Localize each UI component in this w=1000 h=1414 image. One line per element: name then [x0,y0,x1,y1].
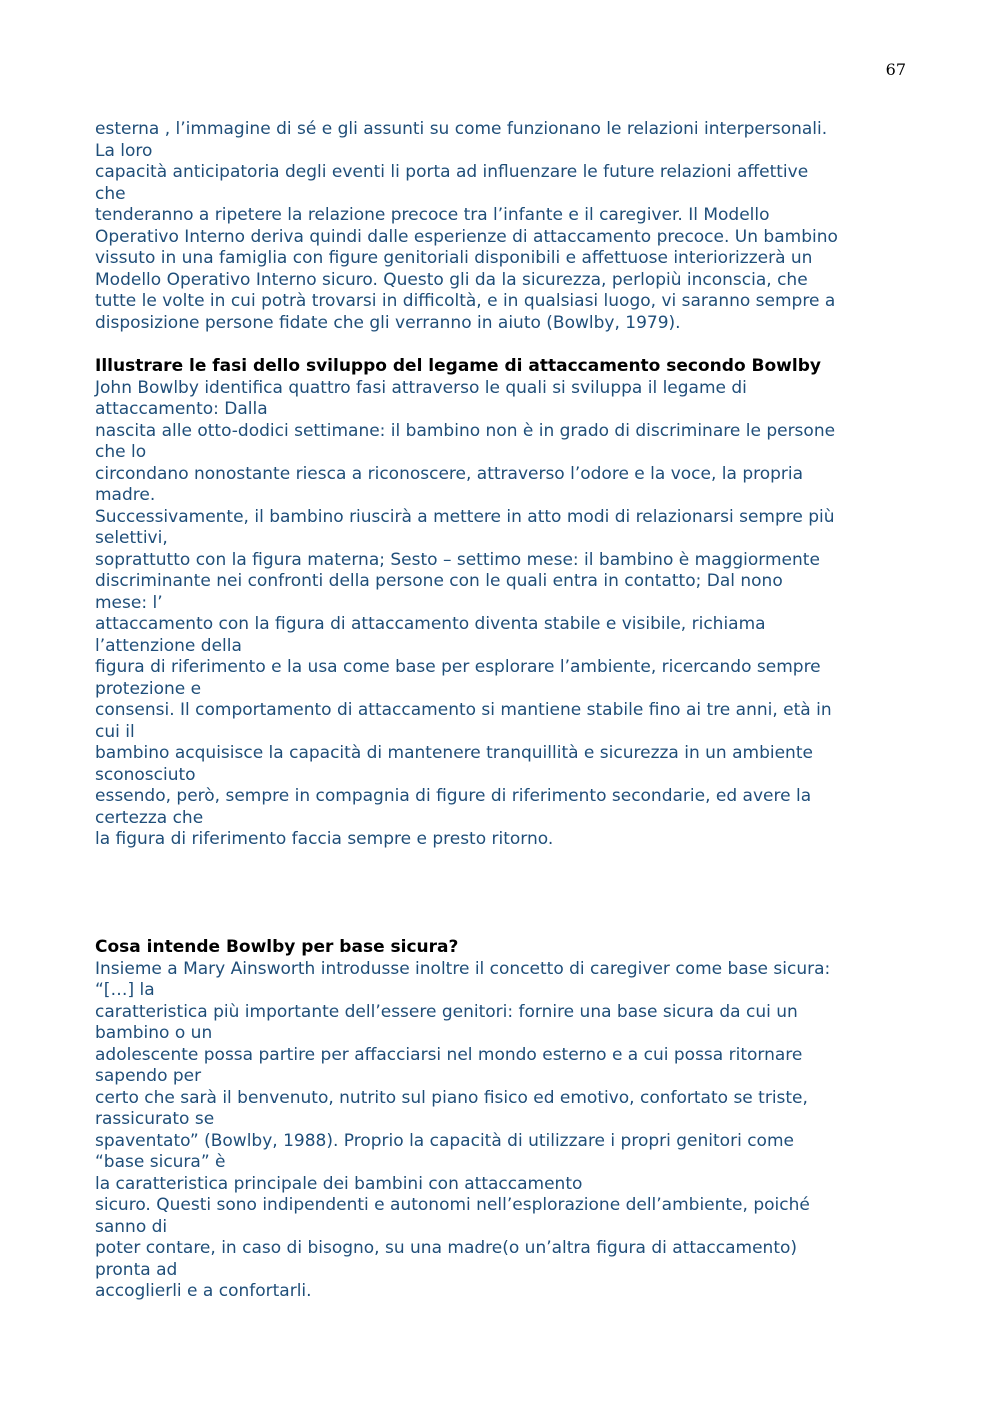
text-line: “base sicura” è [95,1152,226,1172]
text-line: soprattutto con la figura materna; Sesto – settimo mese: il bambino è maggiormente [95,549,820,570]
paragraph-intro [95,119,915,334]
section-secure-base [95,937,915,1303]
text-line: Modello Operativo Interno sicuro. Questo gli da la sicurezza, perlopiù inconscia, che [95,269,808,290]
text-line: Successivamente, il bambino riuscirà a mettere in atto modi di relazionarsi sempre più [95,506,835,527]
text-line: cui il [95,721,135,742]
text-line: discriminante nei confronti della persone con le quali entra in contatto; Dal nono [95,571,783,591]
text-line: pronta ad [95,1259,178,1280]
text-line: che lo [95,442,147,462]
text-line: nascita alle otto-dodici settimane: il bambino non è in grado di discriminare le persone [95,420,836,441]
text-line: caratteristica più importante dell’essere genitori: fornire una base sicura da cui un [95,1001,798,1022]
text-line: Operativo Interno deriva quindi dalle esperienze di attaccamento precoce. Un bambino [95,226,838,247]
text-line: vissuto in una famiglia con figure genitoriali disponibili e affettuose interiorizzerà un [95,248,813,268]
text-line: bambino o un [95,1023,213,1043]
text-line: John Bowlby identifica quattro fasi attraverso le quali si sviluppa il legame di [95,377,747,398]
text-line: certezza che [95,807,204,828]
text-line: capacità anticipatoria degli eventi li porta ad influenzare le future relazioni affettive [95,162,809,182]
text-line: Insieme a Mary Ainsworth introdusse inoltre il concetto di caregiver come base sicura: [95,958,831,979]
text-line: certo che sarà il benvenuto, nutrito sul piano fisico ed emotivo, confortato se triste, [95,1087,808,1108]
text-line: la caratteristica principale dei bambini con attaccamento [95,1173,583,1194]
text-line: sicuro. Questi sono indipendenti e autonomi nell’esplorazione dell’ambiente, poiché [95,1195,810,1215]
text-line: “[…] la [95,980,155,1000]
text-line: consensi. Il comportamento di attaccamento si mantiene stabile fino ai tre anni, età in [95,700,832,720]
text-line: adolescente possa partire per affacciarsi nel mondo esterno e a cui possa ritornare [95,1044,803,1065]
section-heading: Cosa intende Bowlby per base sicura? [95,937,459,957]
text-line: madre. [95,485,156,505]
text-line: accoglierli e a confortarli. [95,1281,312,1301]
text-line: sconosciuto [95,764,196,785]
text-line: figura di riferimento e la usa come base per esplorare l’ambiente, ricercando sempre [95,657,821,677]
text-line: disposizione persone fidate che gli verranno in aiuto (Bowlby, 1979). [95,312,681,333]
section-attachment-phases [95,356,915,851]
text-line: l’attenzione della [95,635,242,656]
text-line: attaccamento: Dalla [95,399,268,419]
text-line: esterna , l’immagine di sé e gli assunti su come funzionano le relazioni interpersonali. [95,119,828,139]
text-line: la figura di riferimento faccia sempre e presto ritorno. [95,829,554,849]
text-line: sanno di [95,1216,168,1237]
section-heading: Illustrare le fasi dello sviluppo del legame di attaccamento secondo Bowlby [95,356,821,376]
text-line: che [95,183,126,204]
text-line: poter contare, in caso di bisogno, su una madre(o un’altra figura di attaccamento) [95,1238,798,1258]
text-line: protezione e [95,678,202,699]
page-number: 67 [885,60,906,79]
text-line: spaventato” (Bowlby, 1988). Proprio la capacità di utilizzare i propri genitori come [95,1130,794,1151]
text-line: circondano nonostante riesca a riconoscere, attraverso l’odore e la voce, la propria [95,463,804,484]
text-line: rassicurato se [95,1109,215,1129]
text-line: bambino acquisisce la capacità di mantenere tranquillità e sicurezza in un ambiente [95,743,813,763]
text-line: tenderanno a ripetere la relazione precoce tra l’infante e il caregiver. Il Modello [95,205,770,225]
text-line: essendo, però, sempre in compagnia di figure di riferimento secondarie, ed avere la [95,786,812,806]
text-line: mese: l’ [95,592,163,613]
text-line: selettivi, [95,528,168,548]
text-line: sapendo per [95,1066,202,1086]
text-line: La loro [95,140,153,161]
text-line: tutte le volte in cui potrà trovarsi in difficoltà, e in qualsiasi luogo, vi saranno sempre a [95,291,836,311]
text-line: attaccamento con la figura di attaccamento diventa stabile e visibile, richiama [95,614,766,634]
